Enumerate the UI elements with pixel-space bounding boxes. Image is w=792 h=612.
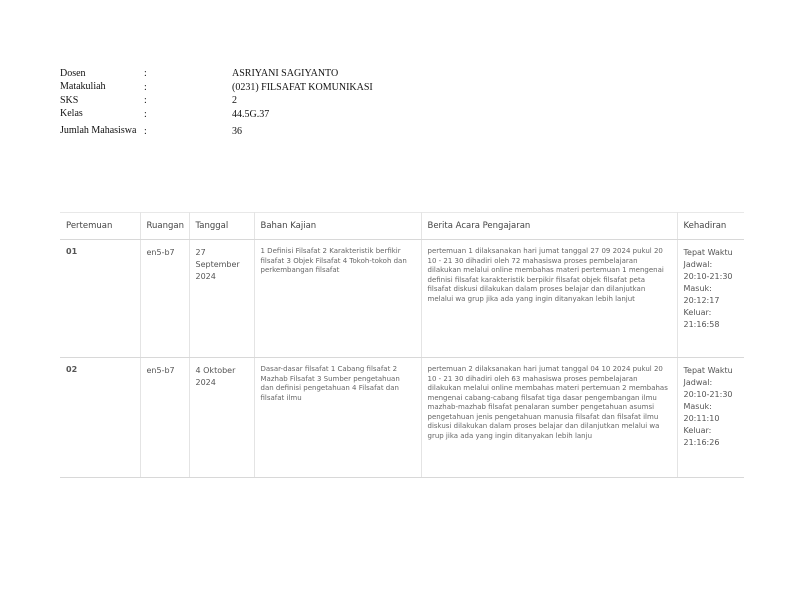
info-label: Jumlah Mahasiswa	[60, 125, 137, 136]
info-row-matakuliah	[60, 81, 373, 95]
table-row	[60, 240, 744, 358]
info-colon: :	[144, 125, 147, 137]
info-row-kelas	[60, 108, 373, 122]
cell-pertemuan: 02	[60, 358, 140, 478]
info-colon: :	[144, 81, 147, 93]
attendance-table	[60, 212, 744, 478]
info-value: 2	[232, 95, 237, 107]
info-row-jumlah-mahasiswa	[60, 121, 373, 141]
table-header-row	[60, 213, 744, 240]
cell-kehadiran: Tepat Waktu Jadwal: 20:10-21:30 Masuk: 20:11:10 Keluar: 21:16:26	[677, 358, 744, 478]
header-kehadiran: Kehadiran	[677, 213, 744, 240]
cell-tanggal: 27 September 2024	[189, 240, 254, 358]
info-value: ASRIYANI SAGIYANTO	[232, 68, 339, 80]
header-tanggal: Tanggal	[189, 213, 254, 240]
info-colon: :	[144, 68, 147, 80]
cell-pertemuan: 01	[60, 240, 140, 358]
cell-berita-acara: pertemuan 2 dilaksanakan hari jumat tanggal 04 10 2024 pukul 20 10 - 21 30 dihadiri oleh 63 mahasiswa proses pembelajaran dilakukan melalui online membahas materi pertemuan 2 membahas mengenai cabang-cabang filsafat tiga dasar pengembangan ilmu mazhab-mazhab filsafat penalaran sumber pengetahuan asumsi pengetahuan jenis pengetahuan manusia filsafat dan filsafat ilmu diskusi dilakukan dalam proses belajar dan dilanjutkan melalui wa grup jika ada yang ingin ditanyakan lebih lanju	[421, 358, 677, 478]
info-row-dosen	[60, 67, 373, 81]
header-pertemuan: Pertemuan	[60, 213, 140, 240]
info-colon: :	[144, 95, 147, 107]
info-label: Matakuliah	[60, 81, 106, 93]
cell-tanggal: 4 Oktober 2024	[189, 358, 254, 478]
info-value: 44.5G.37	[232, 108, 270, 120]
info-label: Kelas	[60, 108, 83, 120]
header-bahan-kajian: Bahan Kajian	[254, 213, 421, 240]
info-row-sks	[60, 94, 373, 108]
info-label: SKS	[60, 94, 79, 106]
cell-bahan-kajian: Dasar-dasar filsafat 1 Cabang filsafat 2 Mazhab Filsafat 3 Sumber pengetahuan dan definisi pengetahuan 4 Filsafat dan filsafat ilmu	[254, 358, 421, 478]
info-colon: :	[144, 108, 147, 120]
header-berita-acara: Berita Acara Pengajaran	[421, 213, 677, 240]
info-value: 36	[232, 125, 242, 137]
cell-ruangan: en5-b7	[140, 358, 189, 478]
info-label: Dosen	[60, 67, 86, 79]
cell-bahan-kajian: 1 Definisi Filsafat 2 Karakteristik berfikir filsafat 3 Objek Filsafat 4 Tokoh-tokoh dan perkembangan filsafat	[254, 240, 421, 358]
cell-ruangan: en5-b7	[140, 240, 189, 358]
course-info	[60, 67, 373, 141]
header-ruangan: Ruangan	[140, 213, 189, 240]
cell-kehadiran: Tepat Waktu Jadwal: 20:10-21:30 Masuk: 20:12:17 Keluar: 21:16:58	[677, 240, 744, 358]
table-row	[60, 358, 744, 478]
info-value: (0231) FILSAFAT KOMUNIKASI	[232, 81, 373, 93]
cell-berita-acara: pertemuan 1 dilaksanakan hari jumat tanggal 27 09 2024 pukul 20 10 - 21 30 dihadiri oleh 72 mahasiswa proses pembelajaran dilakukan melalui online membahas materi pertemuan 1 mengenai definisi filsafat karakteristik berpikir filsafat objek filsafat peta filsafat diskusi dilakukan dalam proses belajar dan dilanjutkan melalui wa grup jika ada yang ingin ditanyakan lebih lanjut	[421, 240, 677, 358]
